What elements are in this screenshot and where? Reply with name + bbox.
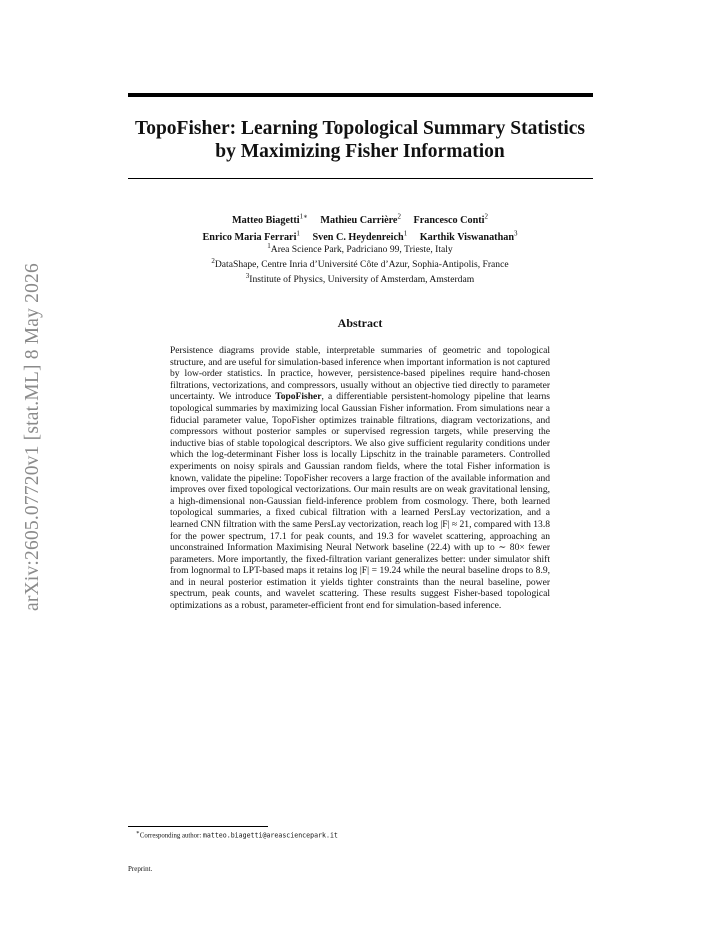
author-row-1 [110, 211, 610, 227]
author: Sven C. Heydenreich$^1$ [312, 229, 408, 243]
author: Enrico Maria Ferrari$^1$ [202, 229, 300, 243]
affiliation-line: $^1$Area Science Park, Padriciano 99, Trieste, Italy [267, 242, 453, 256]
affiliation-line: $^2$DataShape, Centre Inria d’Université Côte d’Azur, Sophia-Antipolis, France [211, 256, 509, 271]
author: Francesco Conti$^2$ [413, 213, 489, 227]
arxiv-identifier: arXiv:2605.07720v1 [stat.ML] 8 May 2026 [22, 263, 43, 611]
footnote: ∗Corresponding author: matteo.biagetti@areasciencepark.it [136, 830, 338, 840]
abstract-body: Persistence diagrams provide stable, interpretable summaries of geometric and topological structure, and are useful for simulation-based inference when important information is not captured by low-order statistics. In practice, however, persistence-based pipelines require hand-chosen filtrations, vectorizations, and compressors, usually without an objective tied directly to parameter uncertainty. We introduce TopoFisher, a differentiable persistent-homology pipeline that learns topological summaries by maximizing local Gaussian Fisher information. From simulations near a fiducial parameter value, TopoFisher optimizes trainable filtrations, diagram vectorizations, and compressors without posterior samples or supervised regression targets, while preserving the inductive bias of stable topological descriptors. We also give sufficient regularity conditions under which the log-determinant Fisher loss is locally Lipschitz in the trainable parameters. Controlled experiments on noisy spirals and Gaussian random fields, where the total Fisher information is known, validate the pipeline: TopoFisher recovers a large fraction of the available information and improves over fixed topological vectorizations. Our main results are on weak gravitational lensing, a high-dimensional non-Gaussian field-inference problem from cosmology. There, both learned topological summaries, a fixed cubical filtration with a learned PersLay vectorization, and a learned CNN filtration with the same PersLay vectorization, reach log |F| ≈ 21, compared with 13.8 for the power spectrum, 17.1 for peak counts, and 19.3 for wavelet scattering, approaching an unconstrained Information Maximising Neural Network baseline (22.4) with up to ∼ 80× fewer parameters. More importantly, the fixed-filtration variant generalizes better: under simulator shift from lognormal to LPT-based maps it retains log |F| = 19.24 while the neural baseline drops to 8.9, and in neural posterior estimation it yields tighter constraints than the neural baseline, power spectrum, peak counts, and wavelet scattering. These results suggest Fisher-based topological optimizations as a robust, parameter-efficient front end for simulation-based inference. [170, 345, 551, 612]
paper-title [110, 117, 610, 163]
title-line-2: by Maximizing Fisher Information [215, 141, 505, 162]
author: Karthik Viswanathan$^3$ [419, 229, 518, 243]
abstract-method-name: TopoFisher [275, 391, 322, 403]
title-top-rule [128, 93, 593, 97]
author: Mathieu Carrière$^2$ [320, 213, 401, 227]
abstract-heading: Abstract [337, 316, 383, 330]
title-bottom-rule [128, 178, 593, 179]
preprint-label: Preprint. [128, 865, 153, 873]
affiliation-line: $^3$Institute of Physics, University of Amsterdam, Amsterdam [245, 271, 475, 286]
author: Matteo Biagetti$^{1∗}$ [231, 213, 308, 227]
affiliations [110, 241, 610, 286]
title-line-1: TopoFisher: Learning Topological Summary Statistics [135, 118, 585, 139]
author-list [110, 211, 610, 244]
corresponding-email: matteo.biagetti@areasciencepark.it [202, 831, 338, 840]
footnote-rule [128, 826, 268, 827]
arxiv-sidebar-stamp [20, 252, 46, 622]
